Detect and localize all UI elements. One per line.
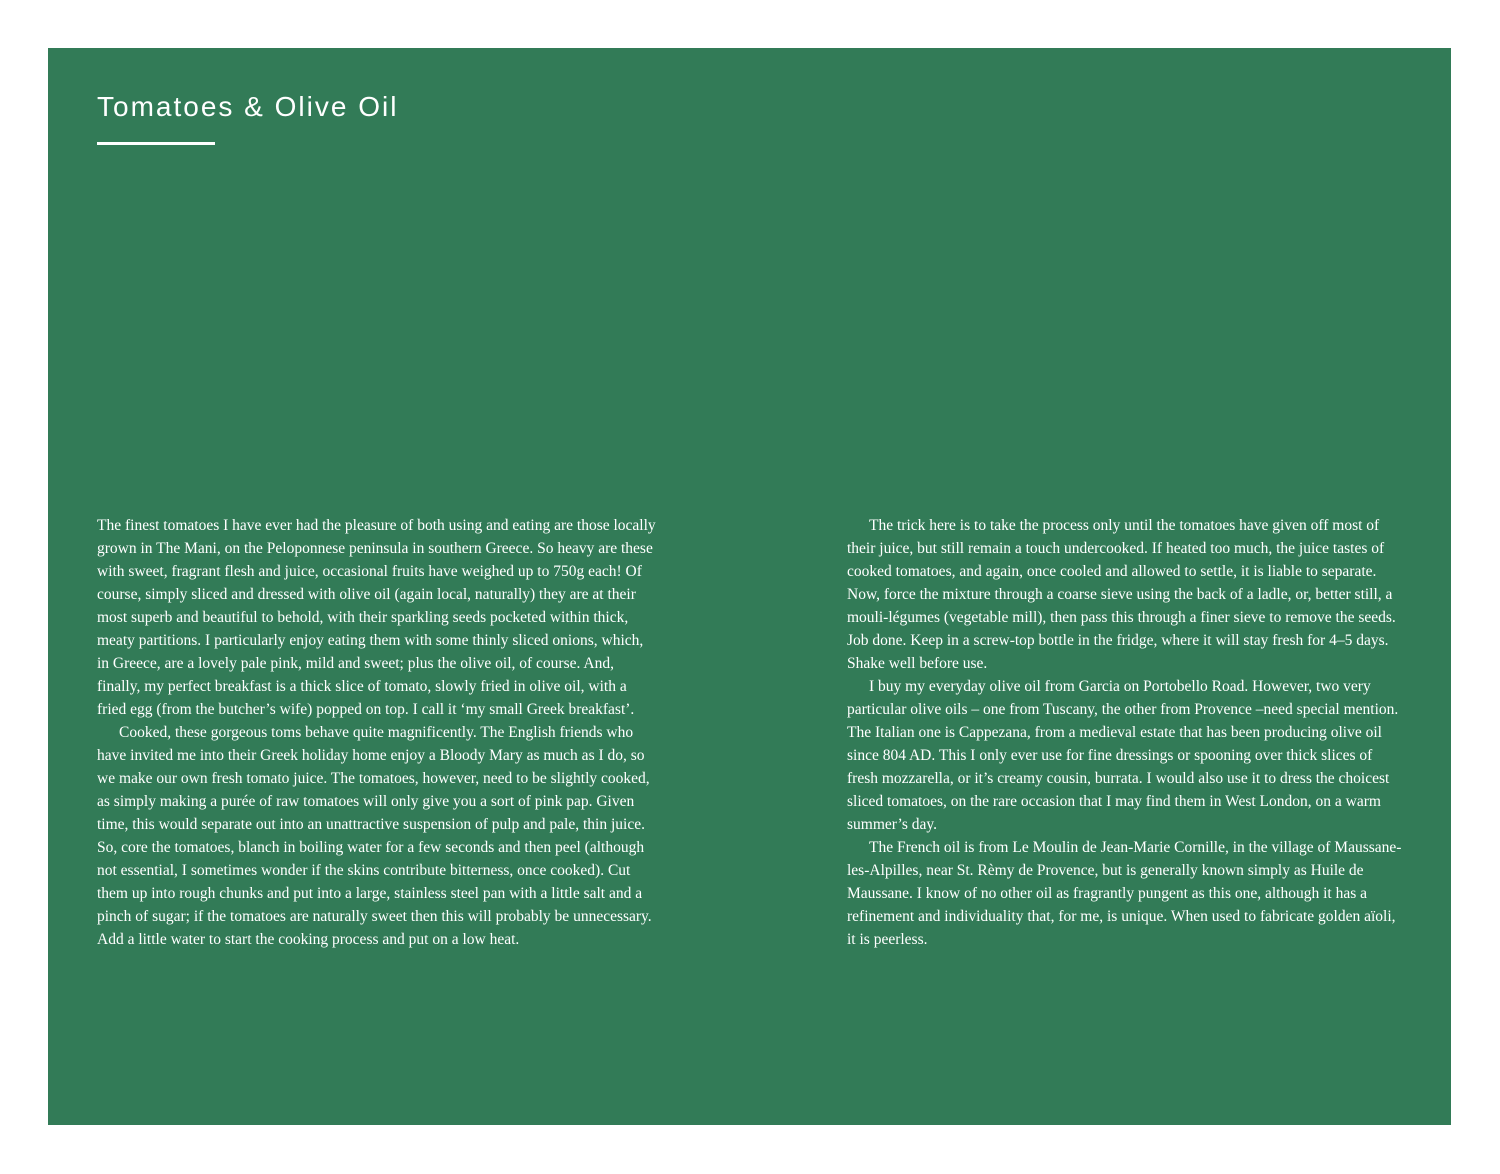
body-paragraph: The French oil is from Le Moulin de Jean-Marie Cornille, in the village of Maussane-les-Alpilles, near St. Rèmy de Provence, but is generally known simply as Huile de Maussane. I know of no other oil as fragrantly pungent as this one, although it has a refinement and individuality that, for me, is unique. When used to fabricate golden aïoli, it is peerless. <box>847 839 1402 948</box>
right-text-column <box>847 514 1407 951</box>
page-title: Tomatoes & Olive Oil <box>97 91 399 122</box>
body-paragraph: The finest tomatoes I have ever had the pleasure of both using and eating are those locally grown in The Mani, on the Peloponnese peninsula in southern Greece. So heavy are these with sweet, fragrant flesh and juice, occasional fruits have weighed up to 750g each! Of course, simply sliced and dressed with olive oil (again local, naturally) they are at their most superb and beautiful to behold, with their sparkling seeds pocketed within thick, meaty partitions. I particularly enjoy eating them with some thinly sliced onions, which, in Greece, are a lovely pale pink, mild and sweet; plus the olive oil, of course. And, finally, my perfect breakfast is a thick slice of tomato, slowly fried in olive oil, with a fried egg (from the butcher’s wife) popped on top. I call it ‘my small Greek breakfast’. <box>97 517 656 718</box>
title-underline <box>97 142 215 145</box>
body-paragraph: I buy my everyday olive oil from Garcia on Portobello Road. However, two very particular olive oils – one from Tuscany, the other from Provence –need special mention. The Italian one is Cappezana, from a medieval estate that has been producing olive oil since 804 AD. This I only ever use for fine dressings or spooning over thick slices of fresh mozzarella, or it’s creamy cousin, burrata. I would also use it to dress the choicest sliced tomatoes, on the rare occasion that I may find them in West London, on a warm summer’s day. <box>847 678 1399 833</box>
body-paragraph: Cooked, these gorgeous toms behave quite magnificently. The English friends who have invited me into their Greek holiday home enjoy a Bloody Mary as much as I do, so we make our own fresh tomato juice. The tomatoes, however, need to be slightly cooked, as simply making a purée of raw tomatoes will only give you a sort of pink pap. Given time, this would separate out into an unattractive suspension of pulp and pale, thin juice. So, core the tomatoes, blanch in boiling water for a few seconds and then peel (although not essential, I sometimes wonder if the skins contribute bitterness, once cooked). Cut them up into rough chunks and put into a large, stainless steel pan with a little salt and a pinch of sugar; if the tomatoes are naturally sweet then this will probably be unnecessary. Add a little water to start the cooking process and put on a low heat. <box>97 724 652 948</box>
left-text-column <box>97 514 657 951</box>
page-spread <box>48 48 1451 1125</box>
body-paragraph: The trick here is to take the process only until the tomatoes have given off most of their juice, but still remain a touch undercooked. If heated too much, the juice tastes of cooked tomatoes, and again, once cooled and allowed to settle, it is liable to separate. Now, force the mixture through a coarse sieve using the back of a ladle, or, better still, a mouli-légumes (vegetable mill), then pass this through a finer sieve to remove the seeds. Job done. Keep in a screw-top bottle in the fridge, where it will stay fresh for 4–5 days. Shake well before use. <box>847 517 1396 672</box>
